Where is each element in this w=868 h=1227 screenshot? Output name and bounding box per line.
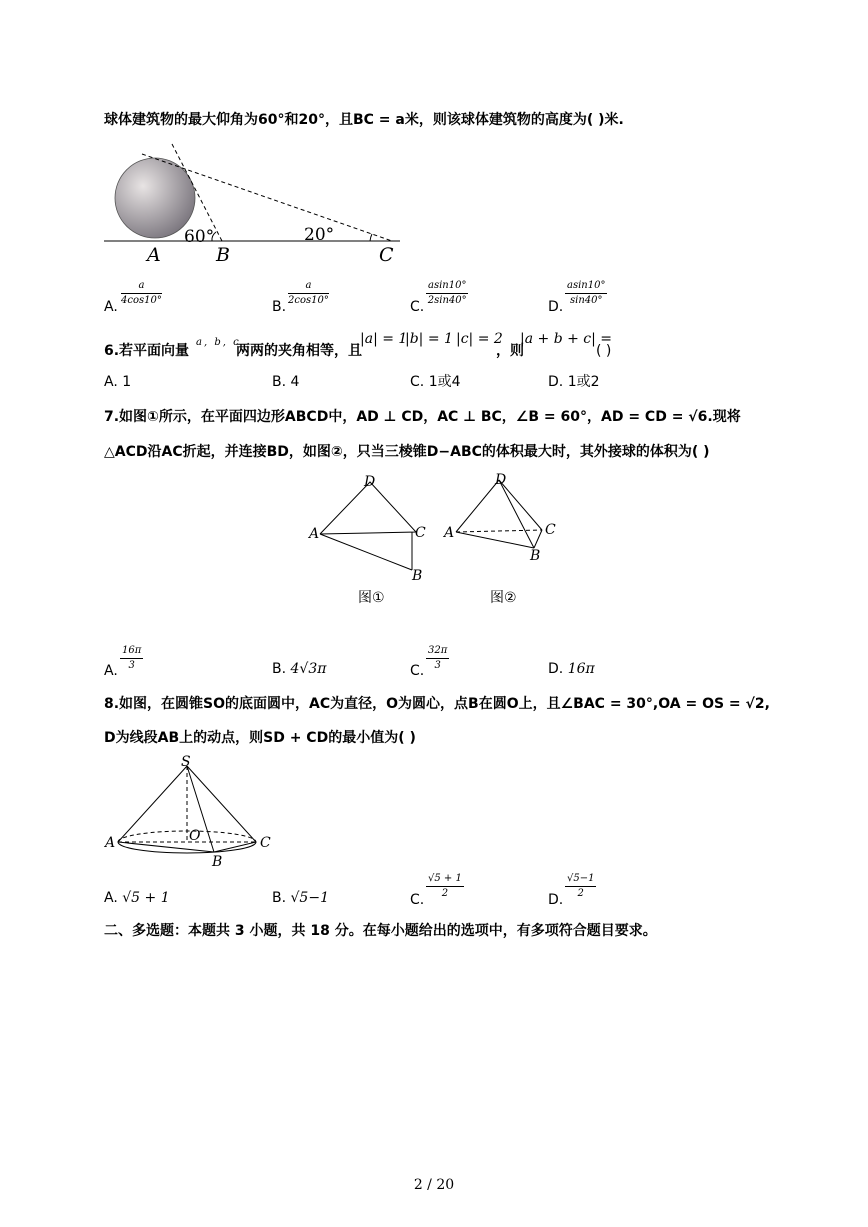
label-A: A [147, 244, 161, 266]
q5-option-b-fraction: $\frac{a}{2\cos 10^\circ}$ [288, 280, 329, 306]
fig-label-S: S [181, 754, 191, 770]
q7-option-c-fraction: $\frac{32\pi}{3}$ [428, 645, 448, 671]
q7-figure-2-caption: 图② [490, 590, 517, 606]
q8-option-d-fraction: $\frac{√5-1}{2}$ [567, 873, 595, 899]
label-C: C [379, 244, 394, 266]
page-number: 2 / 20 [413, 1177, 455, 1193]
fig2-label-C: C [545, 522, 556, 538]
q8-line-1: 8.如图，在圆锥SO的底面圆中，AC为直径，O为圆心，点B在圆O上，且∠BAC = 30°,OA = OS = √2, [104, 696, 770, 712]
q6-stem-a: 6.若平面向量 [104, 343, 190, 359]
q5-figure [100, 140, 420, 270]
q8-option-d-label: D. [548, 892, 564, 908]
q7-option-a-label: A. [104, 663, 118, 679]
q6-option-a: A. 1 [104, 374, 132, 390]
q7-option-a-fraction: $\frac{16\pi}{3}$ [122, 645, 142, 671]
q6-cond-3: |c| = 2 [456, 331, 503, 347]
fig-label-O: O [189, 828, 201, 844]
q6-option-d: D. 1或2 [548, 374, 600, 390]
q8-line-2: D为线段AB上的动点，则SD + CD的最小值为( ) [104, 730, 416, 746]
q7-option-d: D. 16π [548, 661, 595, 677]
q8-option-a: A. √5 + 1 [104, 890, 170, 906]
q6-option-c: C. 1或4 [410, 374, 461, 390]
fig1-label-D: D [364, 474, 376, 490]
q5-option-d-label: D. [548, 299, 564, 315]
label-B: B [216, 244, 230, 266]
fig-label-A: A [105, 835, 116, 851]
q5-option-c-fraction: $\frac{asin10^\circ}{2\sin 40^\circ}$ [427, 280, 467, 306]
q6-stem-b: 两两的夹角相等，且 [236, 343, 362, 359]
q6-answer-paren: ( ) [596, 343, 612, 359]
fig1-label-B: B [412, 568, 423, 584]
fig-label-B: B [212, 854, 223, 870]
q7-figure-1-caption: 图① [358, 590, 385, 606]
q6-expression: |a + b + c| = [520, 331, 613, 347]
q6-cond-2: |b| = 1 [405, 331, 453, 347]
q5-option-c-label: C. [410, 299, 425, 315]
q8-figure [104, 754, 284, 874]
fig2-label-D: D [495, 472, 507, 488]
q6-vectors: a, b, c [196, 337, 241, 348]
q7-option-b: B. 4√3π [272, 661, 327, 677]
q6-cond-1: |a| = 1 [360, 331, 408, 347]
fig2-label-B: B [530, 548, 541, 564]
q5-option-a-fraction: $\frac{a}{4\cos 10^\circ}$ [121, 280, 162, 306]
fig1-label-A: A [309, 526, 320, 542]
q7-line-2: △ACD沿AC折起，并连接BD，如图②，只当三棱锥D−ABC的体积最大时，其外接球的体积为( ) [104, 444, 710, 460]
q8-option-c-fraction: $\frac{√5 + 1}{2}$ [428, 873, 462, 899]
q5-option-d-fraction: $\frac{asin10^\circ}{\sin 40^\circ}$ [567, 280, 606, 306]
fig1-label-C: C [415, 525, 426, 541]
q7-option-c-label: C. [410, 663, 425, 679]
q5-option-b-label: B. [272, 299, 287, 315]
sphere-shape [115, 158, 195, 238]
q8-option-b: B. √5−1 [272, 890, 329, 906]
q6-stem-c: ，则 [496, 343, 524, 359]
q7-line-1: 7.如图①所示，在平面四边形ABCD中，AD ⊥ CD，AC ⊥ BC，∠B = 60°，AD = CD = √6.现将 [104, 409, 741, 425]
q5-stem: 球体建筑物的最大仰角为60°和20°，且BC = a米，则该球体建筑物的高度为( )米. [104, 112, 624, 128]
label-20: 20° [304, 225, 335, 245]
label-60: 60° [184, 227, 215, 247]
q8-option-c-label: C. [410, 892, 425, 908]
q7-figure [306, 470, 576, 610]
q5-option-a-label: A. [104, 299, 118, 315]
q6-option-b: B. 4 [272, 374, 300, 390]
fig2-label-A: A [444, 525, 455, 541]
section-2-heading: 二、多选题：本题共 3 小题，共 18 分。在每小题给出的选项中，有多项符合题目要求。 [104, 923, 657, 939]
fig-label-C: C [260, 835, 271, 851]
